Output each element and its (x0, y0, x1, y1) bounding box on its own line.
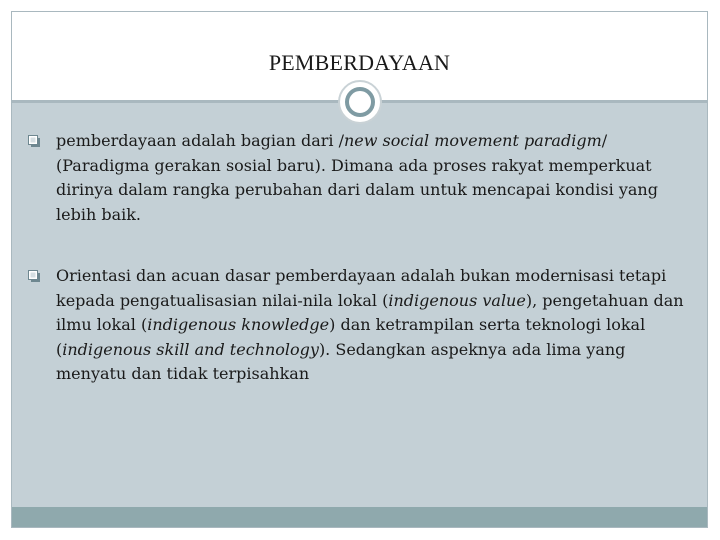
slide-title: PEMBERDAYAAN (268, 50, 451, 75)
bullet-text-italic-segment: indigenous knowledge (147, 315, 330, 334)
bullet-text-italic-segment: new social movement paradigm (344, 131, 602, 150)
bullet-item-2 (28, 264, 688, 387)
bullet-text-segment: pemberdayaan adalah bagian dari / (56, 131, 344, 150)
bullet-text (56, 264, 688, 387)
bullet-text-segment: ). Sedangkan aspeknya ada lima yang menyatu dan tidak terpisahkan (56, 339, 626, 383)
bullet-text-segment: / (Paradigma gerakan sosial baru). Dimana ada proses rakyat memperkuat dirinya dalam rangka perubahan dari dalam untuk mencapai kondisi yang lebih baik. (56, 131, 658, 224)
checkbox-bullet-icon (28, 270, 41, 283)
bullet-text-segment: Orientasi dan acuan dasar pemberdayaan adalah bukan modernisasi tetapi kepada pengatualisasian nilai-nila lokal ( (56, 266, 667, 310)
circle-ornament-ring (345, 87, 375, 117)
footer-bar (12, 507, 707, 527)
checkbox-bullet-icon (28, 135, 41, 148)
circle-ornament-icon (338, 80, 382, 124)
bullet-text-segment: ), pengetahuan dan ilmu lokal ( (56, 290, 684, 334)
bullet-text-italic-segment: indigenous value (388, 290, 526, 310)
content-area (12, 103, 707, 509)
bullet-text (56, 129, 688, 227)
slide (11, 11, 708, 528)
bullet-text-italic-segment: indigenous skill and technology (62, 339, 319, 359)
bullet-text-segment: ) dan ketrampilan serta teknologi lokal ( (56, 315, 646, 359)
bullet-item-1 (28, 129, 688, 227)
